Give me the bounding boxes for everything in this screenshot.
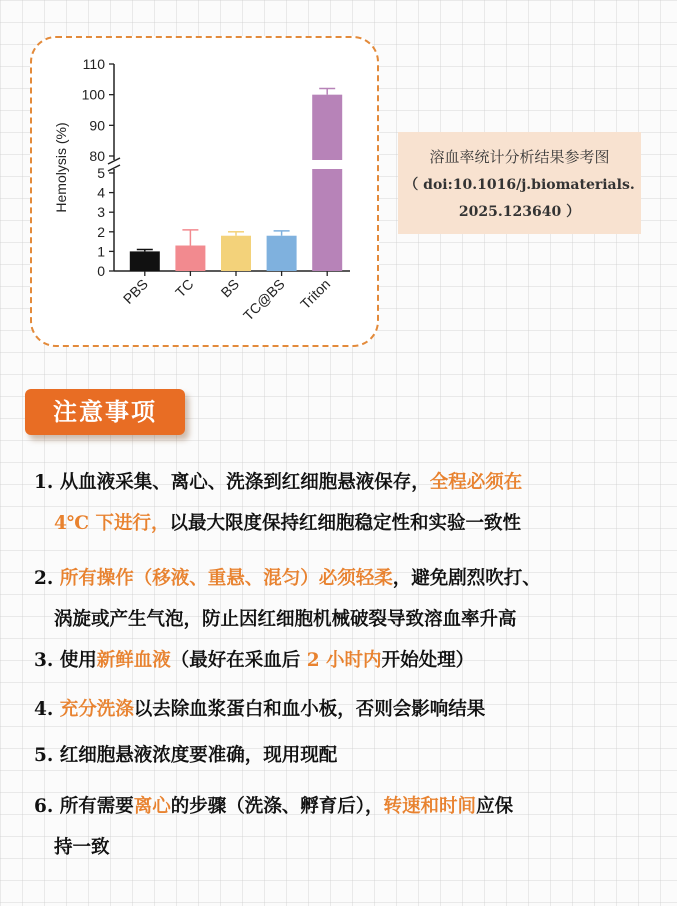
note-text: 1. 从血液采集、离心、洗涤到红细胞悬液保存， xyxy=(34,472,430,493)
y-tick-label: 5 xyxy=(97,165,105,181)
note-text: 以最大限度保持红细胞稳定性和实验一致性 xyxy=(169,513,521,534)
notice-heading: 注意事项 xyxy=(25,389,185,435)
hemolysis-figure-card xyxy=(30,36,379,347)
x-tick-label: Triton xyxy=(297,275,334,313)
note-item-1 xyxy=(34,462,644,544)
note-highlight-text: 充分洗涤 xyxy=(59,699,134,720)
note-text: 3. 使用 xyxy=(34,650,97,671)
note-highlight-text: 新鲜血液 xyxy=(96,650,171,671)
note-highlight-text: 所有操作（移液、重悬、混匀）必须轻柔 xyxy=(59,568,393,589)
y-tick-label: 80 xyxy=(89,148,105,164)
note-line xyxy=(34,689,644,730)
x-tick-label: BS xyxy=(217,275,243,301)
x-tick-label: TC xyxy=(172,275,197,301)
note-text: 开始处理） xyxy=(381,650,475,671)
x-tick-label: TC@BS xyxy=(239,275,288,324)
note-item-3 xyxy=(34,640,644,681)
note-text: 4. xyxy=(34,699,60,720)
note-highlight-text: 离心 xyxy=(133,796,171,817)
note-text: 5. 红细胞悬液浓度要准确，现用现配 xyxy=(34,745,338,766)
note-item-5 xyxy=(34,735,644,776)
note-text: 6. 所有需要 xyxy=(34,796,134,817)
note-item-6 xyxy=(34,786,644,868)
note-line xyxy=(34,558,644,599)
note-line xyxy=(34,462,644,503)
note-text: ，避免剧烈吹打、 xyxy=(392,568,541,589)
note-line xyxy=(34,599,644,640)
note-text: 持一致 xyxy=(54,837,110,858)
y-tick-label: 2 xyxy=(97,223,105,240)
note-line xyxy=(34,640,644,681)
bar-tc-at-bs xyxy=(267,236,297,271)
note-text: 的步骤（洗涤、孵育后）， xyxy=(170,796,384,817)
y-tick-label: 4 xyxy=(97,184,105,201)
bar-pbs xyxy=(130,251,160,271)
y-tick-label: 110 xyxy=(82,56,105,72)
bar-tc xyxy=(175,246,205,271)
note-highlight-text: 2 小时内 xyxy=(306,650,382,671)
reference-doi-line2: 2025.123640 ） xyxy=(458,204,581,220)
bar-triton-upper xyxy=(312,95,342,160)
note-line xyxy=(34,735,644,776)
note-line xyxy=(34,786,644,827)
note-item-4 xyxy=(34,689,644,730)
y-tick-label: 100 xyxy=(81,86,105,103)
note-item-2 xyxy=(34,558,644,640)
y-tick-label: 90 xyxy=(89,117,105,134)
bar-triton-lower xyxy=(312,169,342,271)
note-text: 应保 xyxy=(476,796,514,817)
x-tick-label: PBS xyxy=(119,275,151,307)
y-tick-label: 3 xyxy=(97,204,105,221)
y-tick-label: 1 xyxy=(97,243,105,260)
note-line xyxy=(34,503,644,544)
note-text: （最好在采血后 xyxy=(170,650,307,671)
note-text: 涡旋或产生气泡，防止因红细胞机械破裂导致溶血率升高 xyxy=(54,609,517,630)
reference-doi-line1: （ doi:10.1016/j.biomaterials. xyxy=(404,177,635,193)
note-text: 以去除血浆蛋白和血小板，否则会影响结果 xyxy=(133,699,486,720)
y-axis-label: Hemolysis (%) xyxy=(53,122,69,213)
note-highlight-text: 转速和时间 xyxy=(383,796,477,817)
note-highlight-text: 4℃ 下进行， xyxy=(54,513,170,534)
note-highlight-text: 全程必须在 xyxy=(429,472,523,493)
note-text: 2. xyxy=(34,568,60,589)
note-line xyxy=(34,827,644,868)
hemolysis-bar-chart xyxy=(32,38,377,345)
bar-bs xyxy=(221,236,251,271)
y-tick-label: 0 xyxy=(97,263,105,279)
reference-caption-box xyxy=(398,132,641,234)
reference-title: 溶血率统计分析结果参考图 xyxy=(429,148,610,166)
